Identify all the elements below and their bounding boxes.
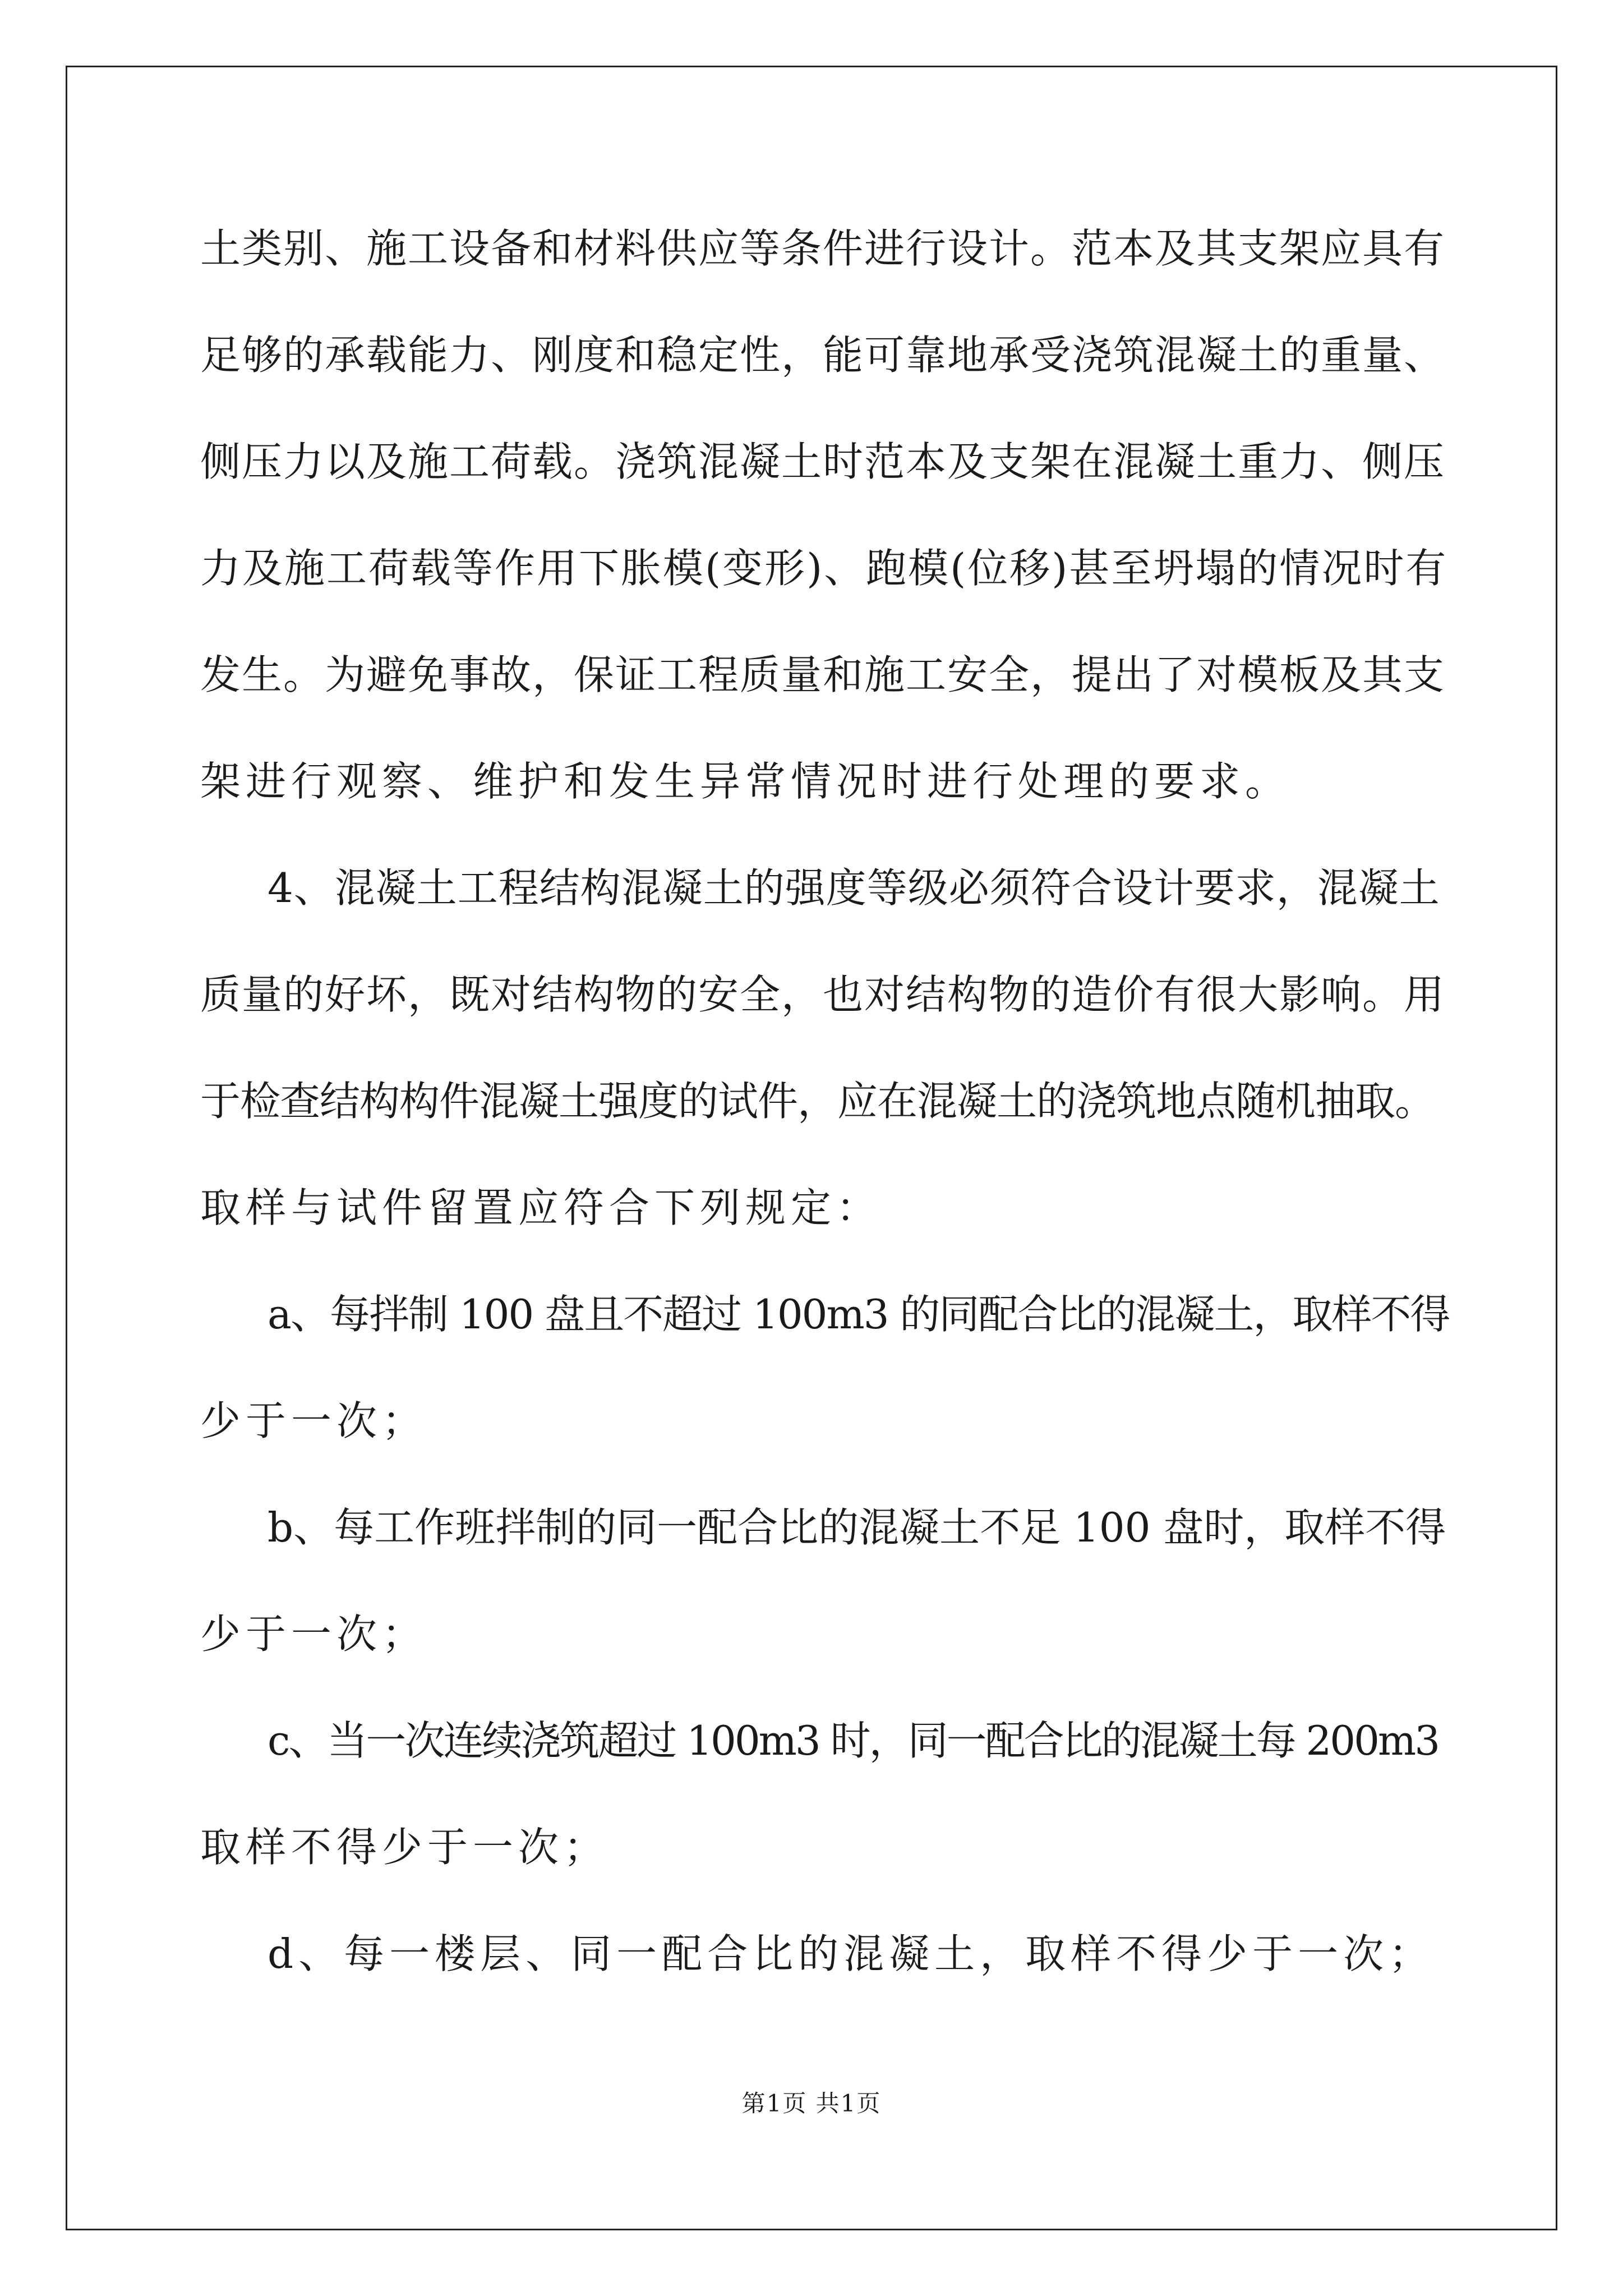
text-line: 质量的好坏，既对结构物的安全，也对结构物的造价有很大影响。用 bbox=[200, 971, 1446, 1018]
text-line: a、每拌制 100 盘且不超过 100m3 的同配合比的混凝土，取样不得 bbox=[268, 1291, 1450, 1338]
text-line: 4、混凝土工程结构混凝土的强度等级必须符合设计要求，混凝土 bbox=[268, 864, 1440, 912]
text-line: c、当一次连续浇筑超过 100m3 时，同一配合比的混凝土每 200m3 bbox=[268, 1717, 1439, 1764]
text-line: 于检查结构构件混凝土强度的试件，应在混凝土的浇筑地点随机抽取。 bbox=[200, 1078, 1435, 1125]
text-line: 力及施工荷载等作用下胀模(变形)、跑模(位移)甚至坍塌的情况时有 bbox=[200, 545, 1448, 592]
text-line: 侧压力以及施工荷载。浇筑混凝土时范本及支架在混凝土重力、侧压 bbox=[200, 438, 1446, 485]
text-line: 取样与试件留置应符合下列规定： bbox=[200, 1184, 882, 1231]
text-line: 少于一次； bbox=[200, 1397, 428, 1444]
text-line: 架进行观察、维护和发生异常情况时进行处理的要求。 bbox=[200, 758, 1291, 805]
page-border bbox=[66, 66, 1557, 2230]
text-line: b、每工作班拌制的同一配合比的混凝土不足 100 盘时，取样不得 bbox=[268, 1504, 1446, 1551]
text-line: d、每一楼层、同一配合比的混凝土，取样不得少于一次； bbox=[268, 1930, 1435, 1977]
text-line: 取样不得少于一次； bbox=[200, 1824, 610, 1871]
text-line: 足够的承载能力、刚度和稳定性，能可靠地承受浇筑混凝土的重量、 bbox=[200, 332, 1446, 379]
text-line: 少于一次； bbox=[200, 1611, 428, 1658]
page-number-footer: 第1页 共1页 bbox=[741, 2090, 882, 2117]
text-line: 发生。为避免事故，保证工程质量和施工安全，提出了对模板及其支 bbox=[200, 651, 1446, 698]
text-line: 土类别、施工设备和材料供应等条件进行设计。范本及其支架应具有 bbox=[200, 225, 1446, 272]
